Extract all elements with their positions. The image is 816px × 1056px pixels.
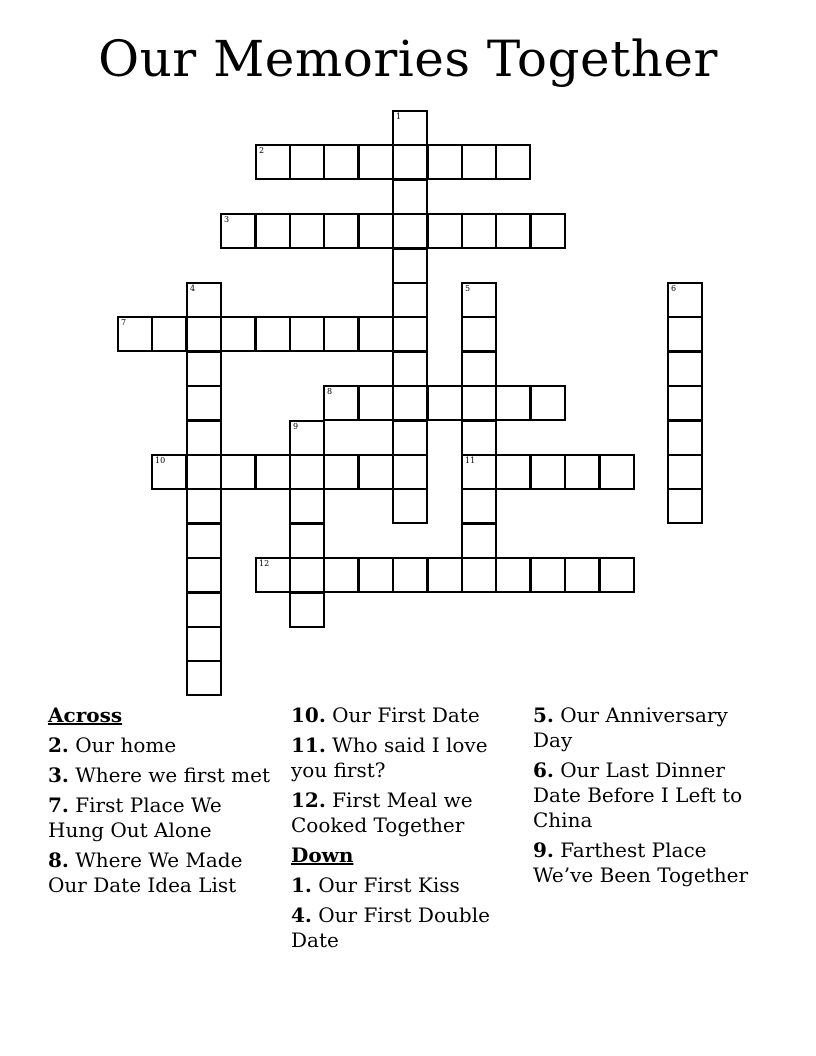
clue-across-3 [48,763,280,788]
grid-cell[interactable] [599,557,635,593]
clue-text: Our First Double Date [291,903,490,952]
clue-down-6 [533,758,768,833]
clue-text: Where we first met [68,763,270,787]
cell-number: 10 [155,456,166,465]
clue-text: Farthest Place We’ve Been Together [533,838,748,887]
clue-text: Our Anniversary Day [533,703,728,752]
clue-number: 12. [291,788,326,812]
clue-text: Who said I love you first? [291,733,488,782]
clues-column-1 [48,703,280,903]
grid-cell[interactable] [461,213,497,249]
grid-cell[interactable] [323,144,359,180]
clue-across-7 [48,793,280,843]
grid-cell[interactable] [530,557,566,593]
grid-cell[interactable] [427,213,463,249]
grid-cell[interactable] [392,179,428,215]
grid-cell[interactable] [289,316,325,352]
grid-cell[interactable] [255,316,291,352]
down-heading: Down [291,843,354,867]
clue-number: 9. [533,838,554,862]
grid-cell[interactable] [495,385,531,421]
grid-cell[interactable] [186,420,222,456]
grid-cell[interactable] [358,144,394,180]
grid-cell[interactable] [186,626,222,662]
grid-cell[interactable] [151,454,187,490]
puzzle-title: Our Memories Together [98,30,718,88]
grid-cell[interactable] [289,488,325,524]
grid-cell[interactable] [323,454,359,490]
grid-cell[interactable] [461,557,497,593]
cell-number: 8 [327,387,333,396]
clue-across-10 [291,703,516,728]
clue-text: Our First Date [325,703,480,727]
grid-cell[interactable] [461,351,497,387]
grid-cell[interactable] [255,557,291,593]
clue-number: 5. [533,703,554,727]
cell-number: 2 [259,146,265,155]
grid-cell[interactable] [495,144,531,180]
grid-cell[interactable] [220,454,256,490]
grid-cell[interactable] [289,144,325,180]
cell-number: 7 [121,318,127,327]
grid-cell[interactable] [599,454,635,490]
grid-cell[interactable] [392,420,428,456]
grid-cell[interactable] [461,282,497,318]
grid-cell[interactable] [392,557,428,593]
clue-down-5 [533,703,768,753]
clues-column-2 [291,703,516,958]
cell-number: 11 [465,456,476,465]
grid-cell[interactable] [186,316,222,352]
clue-text: Our First Kiss [311,873,460,897]
cell-number: 6 [671,284,677,293]
clue-text: First Place We Hung Out Alone [48,793,222,842]
grid-cell[interactable] [289,523,325,559]
grid-cell[interactable] [667,351,703,387]
across-heading: Across [48,703,123,727]
grid-cell[interactable] [667,420,703,456]
clue-across-2 [48,733,280,758]
grid-cell[interactable] [186,385,222,421]
grid-cell[interactable] [564,557,600,593]
clue-text: Our home [68,733,177,757]
grid-cell[interactable] [186,523,222,559]
grid-cell[interactable] [530,213,566,249]
grid-cell[interactable] [392,385,428,421]
clue-across-8 [48,848,280,898]
grid-cell[interactable] [392,454,428,490]
grid-cell[interactable] [289,213,325,249]
grid-cell[interactable] [392,248,428,284]
cell-number: 1 [396,112,402,121]
grid-cell[interactable] [461,316,497,352]
grid-cell[interactable] [289,592,325,628]
grid-cell[interactable] [392,316,428,352]
grid-cell[interactable] [392,282,428,318]
grid-cell[interactable] [667,488,703,524]
grid-cell[interactable] [461,420,497,456]
clue-across-11 [291,733,516,783]
grid-cell[interactable] [461,488,497,524]
grid-cell[interactable] [667,316,703,352]
grid-cell[interactable] [186,488,222,524]
clue-number: 4. [291,903,312,927]
grid-cell[interactable] [220,316,256,352]
grid-cell[interactable] [323,316,359,352]
grid-cell[interactable] [117,316,153,352]
cell-number: 4 [190,284,196,293]
grid-cell[interactable] [461,523,497,559]
clue-across-12 [291,788,516,838]
grid-cell[interactable] [392,144,428,180]
clue-number: 10. [291,703,326,727]
grid-cell[interactable] [392,488,428,524]
grid-cell[interactable] [255,144,291,180]
clue-number: 3. [48,763,69,787]
clue-number: 8. [48,848,69,872]
grid-cell[interactable] [323,385,359,421]
clue-text: Where We Made Our Date Idea List [48,848,243,897]
grid-cell[interactable] [461,454,497,490]
grid-cell[interactable] [495,213,531,249]
clue-number: 6. [533,758,554,782]
grid-cell[interactable] [427,557,463,593]
clue-number: 11. [291,733,326,757]
grid-cell[interactable] [358,316,394,352]
grid-cell[interactable] [564,454,600,490]
grid-cell[interactable] [255,454,291,490]
cell-number: 3 [224,215,230,224]
clue-number: 7. [48,793,69,817]
grid-cell[interactable] [323,557,359,593]
grid-cell[interactable] [392,110,428,146]
grid-cell[interactable] [667,454,703,490]
grid-cell[interactable] [186,660,222,696]
grid-cell[interactable] [220,213,256,249]
grid-cell[interactable] [358,213,394,249]
grid-cell[interactable] [289,420,325,456]
grid-cell[interactable] [392,213,428,249]
grid-cell[interactable] [358,454,394,490]
cell-number: 5 [465,284,471,293]
grid-cell[interactable] [358,385,394,421]
grid-cell[interactable] [358,557,394,593]
cell-number: 12 [259,559,270,568]
clue-down-4 [291,903,516,953]
grid-cell[interactable] [495,454,531,490]
grid-cell[interactable] [392,351,428,387]
cell-number: 9 [293,422,299,431]
grid-cell[interactable] [323,213,359,249]
grid-cell[interactable] [186,351,222,387]
clue-down-9 [533,838,768,888]
grid-cell[interactable] [186,454,222,490]
grid-cell[interactable] [289,454,325,490]
grid-cell[interactable] [461,144,497,180]
grid-cell[interactable] [495,557,531,593]
grid-cell[interactable] [289,557,325,593]
grid-cell[interactable] [530,454,566,490]
grid-cell[interactable] [255,213,291,249]
clue-down-1 [291,873,516,898]
grid-cell[interactable] [667,385,703,421]
clue-number: 2. [48,733,69,757]
clue-number: 1. [291,873,312,897]
grid-cell[interactable] [530,385,566,421]
grid-cell[interactable] [667,282,703,318]
grid-cell[interactable] [427,144,463,180]
clue-text: First Meal we Cooked Together [291,788,473,837]
grid-cell[interactable] [151,316,187,352]
grid-cell[interactable] [186,557,222,593]
grid-cell[interactable] [427,385,463,421]
clue-text: Our Last Dinner Date Before I Left to China [533,758,743,832]
grid-cell[interactable] [461,385,497,421]
clues-column-3 [533,703,768,893]
grid-cell[interactable] [186,282,222,318]
grid-cell[interactable] [186,592,222,628]
